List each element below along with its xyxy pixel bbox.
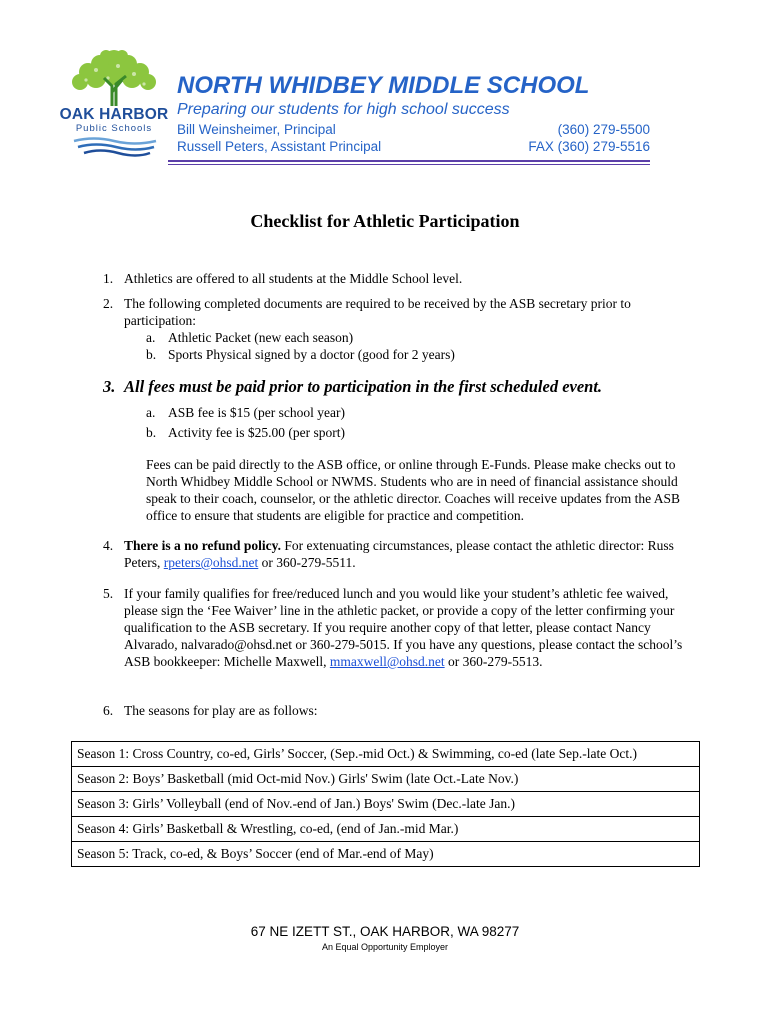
season-4-cell: Season 4: Girls’ Basketball & Wrestling, co-ed, (end of Jan.-mid Mar.) — [72, 817, 700, 842]
fee-waiver-phone: or 360-279-5513. — [444, 654, 543, 669]
table-row — [72, 842, 700, 867]
sub-item-letter: a. — [146, 405, 156, 420]
item-number: 4. — [103, 538, 114, 553]
header-rule-thin — [168, 164, 650, 165]
document-title: Checklist for Athletic Participation — [250, 211, 520, 231]
footer-address: 67 NE IZETT ST., OAK HARBOR, WA 98277 — [250, 924, 520, 939]
item-number: 1. — [103, 271, 114, 286]
sub-item-letter: b. — [146, 347, 157, 362]
tree-icon — [66, 48, 162, 108]
school-district-logo — [58, 48, 170, 160]
sub-item-text: ASB fee is $15 (per school year) — [168, 405, 345, 420]
fees-paragraph: Fees can be paid directly to the ASB office, or online through E-Funds. Please make checks out to North Whidbey Middle School or NWMS. Students who are in need of financial assistance should speak to their coach, counselor, or the athletic director. Coaches will receive updates from the ASB office to ensure that students are eligible for practice and competition. — [146, 457, 681, 523]
mmaxwell-email-link[interactable]: mmaxwell@ohsd.net — [329, 654, 445, 669]
phone-number: (360) 279-5500 — [557, 122, 650, 137]
contact-numbers — [528, 121, 650, 155]
table-row — [72, 742, 700, 767]
item-number: 3. — [103, 377, 116, 396]
school-name: NORTH WHIDBEY MIDDLE SCHOOL — [177, 72, 590, 99]
item-number: 6. — [103, 703, 114, 718]
sub-item-text: Athletic Packet (new each season) — [168, 330, 354, 345]
refund-policy-phone: or 360-279-5511. — [258, 555, 356, 570]
logo-name: OAK HARBOR — [59, 106, 169, 123]
waves-icon — [72, 136, 158, 158]
season-3-cell: Season 3: Girls’ Volleyball (end of Nov.-end of Jan.) Boys' Swim (Dec.-late Jan.) — [72, 792, 700, 817]
footer-equal-opportunity: An Equal Opportunity Employer — [321, 942, 449, 952]
fax-number: FAX (360) 279-5516 — [528, 139, 650, 154]
sub-item-letter: a. — [146, 330, 156, 345]
season-5-cell: Season 5: Track, co-ed, & Boys’ Soccer (end of Mar.-end of May) — [72, 842, 700, 867]
staff-names — [177, 121, 381, 155]
seasons-table — [71, 741, 700, 867]
season-1-cell: Season 1: Cross Country, co-ed, Girls’ Soccer, (Sep.-mid Oct.) & Swimming, co-ed (late Sep.-late Oct.) — [72, 742, 700, 767]
refund-policy-text: For extenuating circumstances, please contact the athletic director: Russ Peters, — [124, 538, 674, 570]
refund-policy-bold: There is a no refund policy. — [124, 538, 282, 553]
assistant-principal: Russell Peters, Assistant Principal — [177, 139, 382, 154]
principal: Bill Weinsheimer, Principal — [177, 122, 336, 137]
season-2-cell: Season 2: Boys’ Basketball (mid Oct-mid Nov.) Girls' Swim (late Oct.-Late Nov.) — [72, 767, 700, 792]
item-text: All fees must be paid prior to participation in the first scheduled event. — [124, 377, 603, 396]
rpeters-email-link[interactable]: rpeters@ohsd.net — [163, 555, 259, 570]
sub-item-text: Sports Physical signed by a doctor (good for 2 years) — [168, 347, 455, 362]
table-row — [72, 817, 700, 842]
item-text — [124, 585, 684, 670]
item-text: The following completed documents are required to be received by the ASB secretary prior to participation: — [124, 296, 631, 328]
item-text: Athletics are offered to all students at the Middle School level. — [124, 271, 463, 286]
item-number: 5. — [103, 586, 114, 601]
school-tagline: Preparing our students for high school success — [177, 101, 510, 118]
item-text — [124, 537, 684, 571]
header-rule — [168, 160, 650, 162]
sub-item-letter: b. — [146, 425, 157, 440]
logo-subtitle: Public Schools — [75, 123, 153, 134]
item-text: The seasons for play are as follows: — [124, 703, 318, 718]
sub-item-text: Activity fee is $25.00 (per sport) — [168, 425, 345, 440]
fee-waiver-text: If your family qualifies for free/reduced lunch and you would like your student’s athletic fee waived, please sign the ‘Fee Waiver’ line in the athletic packet, or provide a copy of the letter confirming your qualification to the ASB secretary. If you require another copy of that letter, please contact Nancy Alvarado, nalvarado@ohsd.net or 360-279-5015. If you have any questions, please contact the school’s ASB bookkeeper: Michelle Maxwell, — [124, 586, 683, 669]
item-number: 2. — [103, 296, 114, 311]
table-row — [72, 767, 700, 792]
table-row — [72, 792, 700, 817]
